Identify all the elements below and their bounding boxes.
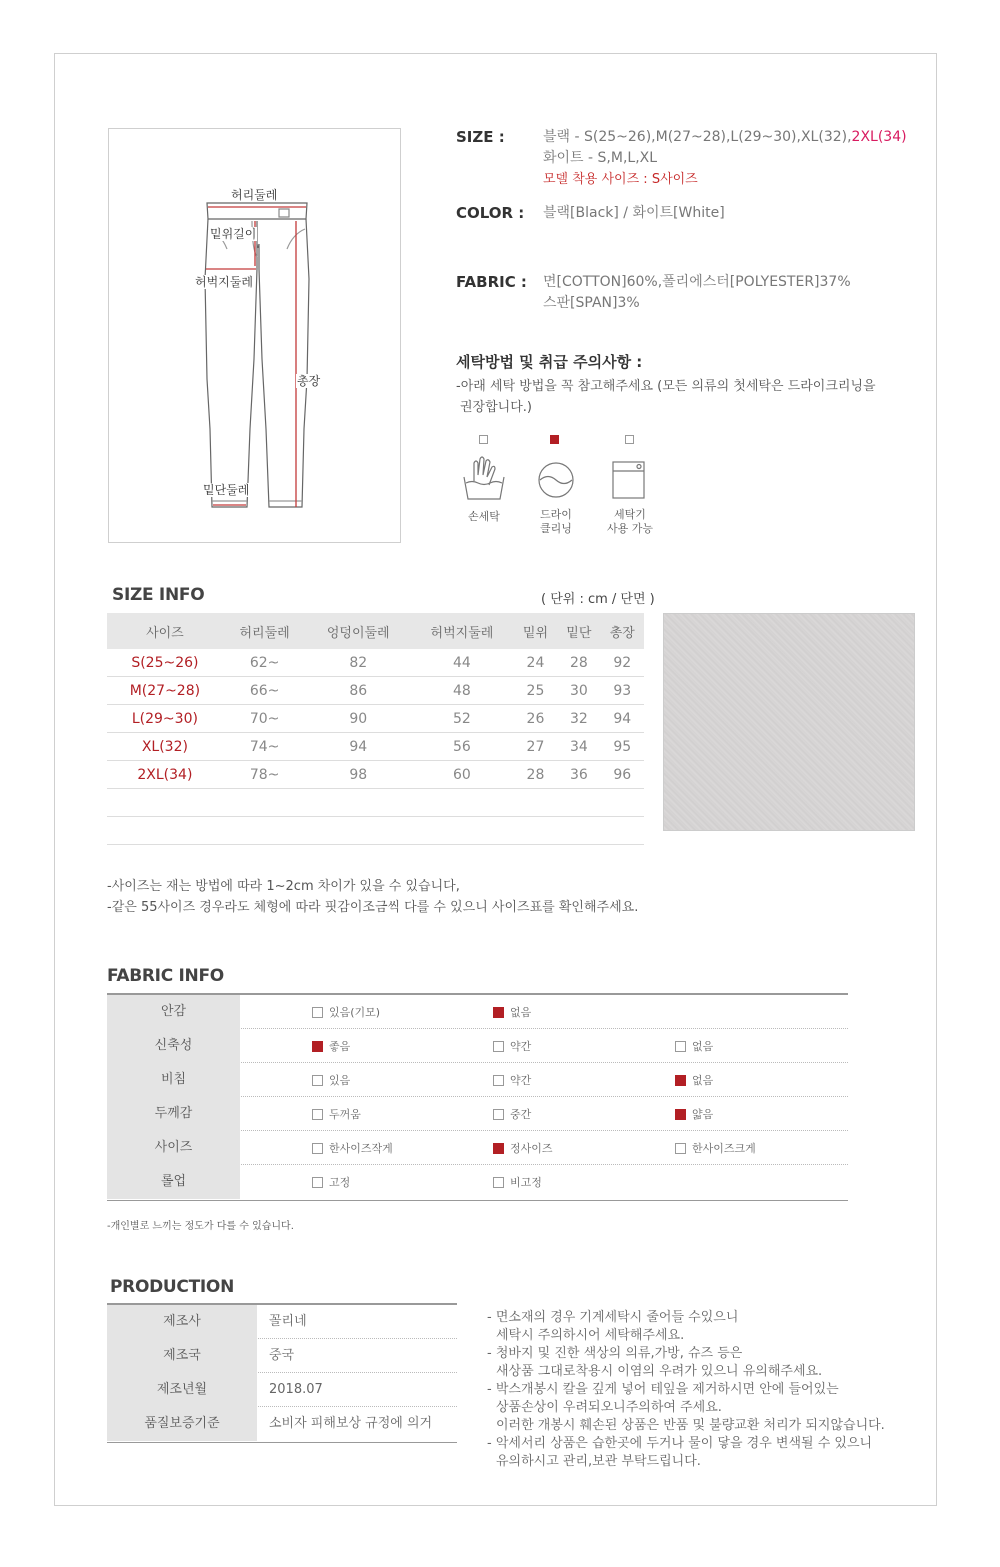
table-row — [107, 649, 644, 677]
care-desc-line-2: 권장합니다.) — [460, 400, 532, 415]
care-checkbox-dry-clean[interactable] — [550, 435, 559, 444]
size-info-title: SIZE INFO — [112, 585, 205, 605]
table-cell: 92 — [601, 649, 644, 677]
fabric-row-size — [107, 1131, 848, 1165]
production-row-date — [107, 1373, 457, 1407]
fabric-option-label: 약간 — [510, 1040, 532, 1053]
fabric-option[interactable] — [493, 1075, 531, 1086]
fabric-option[interactable] — [493, 1109, 531, 1120]
checkbox-checked-icon[interactable] — [493, 1143, 504, 1154]
color-value: 블랙[Black] / 화이트[White] — [543, 205, 725, 221]
size-table — [107, 613, 644, 845]
fabric-option[interactable] — [312, 1075, 350, 1086]
care-label-hand-wash — [462, 510, 506, 524]
checkbox-icon[interactable] — [493, 1109, 504, 1120]
fabric-option-label: 없음 — [692, 1074, 714, 1087]
table-cell: L(29~30) — [107, 705, 223, 733]
fabric-row-label: 안감 — [107, 995, 240, 1029]
checkbox-checked-icon[interactable] — [675, 1109, 686, 1120]
care-label-washing-machine-line-1: 세탁기 — [614, 508, 646, 521]
table-cell: 36 — [557, 761, 600, 789]
fabric-row-label: 비침 — [107, 1063, 240, 1097]
fabric-option-label: 없음 — [510, 1006, 532, 1019]
fabric-label: FABRIC : — [456, 273, 527, 291]
care-label-hand-wash-line-1: 손세탁 — [468, 510, 500, 523]
fabric-row-lining — [107, 995, 848, 1029]
table-cell: 48 — [410, 677, 514, 705]
fabric-line-1: 면[COTTON]60%,폴리에스터[POLYESTER]37% — [543, 274, 851, 290]
care-description — [456, 376, 886, 418]
production-row-warranty — [107, 1407, 457, 1441]
checkbox-icon[interactable] — [312, 1177, 323, 1188]
fabric-option-label: 얇음 — [692, 1108, 714, 1121]
fabric-row-sheerness — [107, 1063, 848, 1097]
production-row-value: 2018.07 — [269, 1382, 323, 1397]
fabric-option-label: 정사이즈 — [510, 1142, 553, 1155]
table-cell: 30 — [557, 677, 600, 705]
production-row-value: 꼴리네 — [269, 1314, 307, 1329]
fabric-option-label: 두꺼움 — [329, 1108, 361, 1121]
table-cell: S(25~26) — [107, 649, 223, 677]
table-cell: 82 — [306, 649, 410, 677]
fabric-option-label: 비고정 — [510, 1176, 542, 1189]
diagram-label-length: 총장 — [297, 374, 321, 388]
production-row-label: 제조국 — [107, 1339, 257, 1373]
table-cell: 24 — [514, 649, 557, 677]
size-notes — [107, 876, 638, 918]
fabric-row-label: 신축성 — [107, 1029, 240, 1063]
fabric-option[interactable] — [312, 1041, 350, 1052]
table-cell: 25 — [514, 677, 557, 705]
model-size: 모델 착용 사이즈 : S사이즈 — [543, 172, 698, 187]
color-label: COLOR : — [456, 204, 525, 222]
production-notes — [487, 1309, 885, 1471]
checkbox-checked-icon[interactable] — [675, 1075, 686, 1086]
table-cell: 93 — [601, 677, 644, 705]
checkbox-icon[interactable] — [312, 1075, 323, 1086]
size-header-hem: 밑단 — [557, 613, 600, 649]
production-note-line: - 면소재의 경우 기계세탁시 줄어들 수있으니 — [487, 1310, 739, 1325]
size-white-line: 화이트 - S,M,L,XL — [543, 150, 658, 166]
table-cell: 2XL(34) — [107, 761, 223, 789]
dry-clean-icon — [537, 461, 575, 499]
table-cell: 98 — [306, 761, 410, 789]
table-cell: 78~ — [223, 761, 307, 789]
fabric-option[interactable] — [493, 1041, 531, 1052]
table-cell: 62~ — [223, 649, 307, 677]
fabric-option[interactable] — [312, 1007, 380, 1018]
table-row — [107, 677, 644, 705]
production-note-line: 새상품 그대로착용시 이염의 우려가 있으니 유의해주세요. — [496, 1364, 823, 1379]
table-cell: 28 — [557, 649, 600, 677]
checkbox-icon[interactable] — [312, 1007, 323, 1018]
checkbox-icon[interactable] — [312, 1143, 323, 1154]
table-cell: 66~ — [223, 677, 307, 705]
diagram-label-hem: 밑단둘레 — [203, 483, 250, 497]
diagram-label-rise: 밑위길이 — [210, 227, 257, 241]
fabric-option-label: 있음 — [329, 1074, 351, 1087]
size-table-header — [107, 613, 644, 649]
table-cell: XL(32) — [107, 733, 223, 761]
table-cell: 94 — [306, 733, 410, 761]
production-note-line: 유의하시고 관리,보관 부탁드립니다. — [496, 1454, 701, 1469]
fabric-row-label: 롤업 — [107, 1165, 240, 1199]
production-row-label: 제조년월 — [107, 1373, 257, 1407]
fabric-option[interactable] — [675, 1143, 756, 1154]
table-cell: 86 — [306, 677, 410, 705]
size-header-length: 총장 — [601, 613, 644, 649]
table-cell: 95 — [601, 733, 644, 761]
size-header-size: 사이즈 — [107, 613, 223, 649]
fabric-row-elasticity — [107, 1029, 848, 1063]
fabric-option-label: 없음 — [692, 1040, 714, 1053]
checkbox-icon[interactable] — [675, 1143, 686, 1154]
fabric-option-label: 고정 — [329, 1176, 351, 1189]
table-cell: 96 — [601, 761, 644, 789]
size-header-waist: 허리둘레 — [223, 613, 307, 649]
production-note-line: 상품손상이 우려되오니주의하여 주세요. — [496, 1400, 722, 1415]
fabric-option-label: 있음(기모) — [329, 1006, 381, 1019]
fabric-option[interactable] — [312, 1143, 393, 1154]
table-row-empty — [107, 789, 644, 817]
table-row — [107, 761, 644, 789]
fabric-option[interactable] — [675, 1075, 713, 1086]
fabric-row-label: 두께감 — [107, 1097, 240, 1131]
production-row-value: 소비자 피해보상 규정에 의거 — [269, 1416, 433, 1431]
fabric-option[interactable] — [312, 1177, 350, 1188]
washing-machine-icon — [612, 461, 646, 499]
fabric-line-2: 스판[SPAN]3% — [543, 295, 640, 311]
size-black-text: 블랙 - S(25~26),M(27~28),L(29~30),XL(32), — [543, 129, 852, 145]
production-table-bottom-rule — [107, 1442, 457, 1443]
fabric-option[interactable] — [493, 1143, 553, 1154]
checkbox-icon[interactable] — [493, 1177, 504, 1188]
checkbox-icon[interactable] — [675, 1041, 686, 1052]
table-row — [107, 705, 644, 733]
table-cell: 32 — [557, 705, 600, 733]
care-label-dry-clean — [530, 508, 582, 536]
checkbox-icon[interactable] — [493, 1075, 504, 1086]
checkbox-icon[interactable] — [312, 1109, 323, 1120]
fabric-option-label: 좋음 — [329, 1040, 351, 1053]
size-header-rise: 밑위 — [514, 613, 557, 649]
production-note-line: - 악세서리 상품은 습한곳에 두거나 물이 닿을 경우 변색될 수 있으니 — [487, 1436, 873, 1451]
table-cell: 60 — [410, 761, 514, 789]
checkbox-checked-icon[interactable] — [493, 1007, 504, 1018]
table-cell: M(27~28) — [107, 677, 223, 705]
fabric-option[interactable] — [675, 1041, 713, 1052]
fabric-note: -개인별로 느끼는 정도가 다를 수 있습니다. — [107, 1221, 294, 1232]
care-desc-line-1: -아래 세탁 방법을 꼭 참고해주세요 (모든 의류의 첫세탁은 드라이크리닝을 — [456, 379, 876, 394]
size-label: SIZE : — [456, 128, 505, 146]
production-row-country — [107, 1339, 457, 1373]
table-cell: 26 — [514, 705, 557, 733]
size-header-thigh: 허벅지둘레 — [410, 613, 514, 649]
fabric-option-label: 한사이즈크게 — [692, 1142, 756, 1155]
table-cell: 94 — [601, 705, 644, 733]
fabric-option-label: 한사이즈작게 — [329, 1142, 393, 1155]
table-cell: 44 — [410, 649, 514, 677]
size-black-line — [543, 127, 907, 148]
fabric-option[interactable] — [675, 1109, 713, 1120]
fabric-table-bottom-rule — [107, 1200, 848, 1201]
hand-wash-icon — [462, 455, 506, 501]
table-row-empty — [107, 817, 644, 845]
table-cell: 70~ — [223, 705, 307, 733]
production-note-line: 이러한 개봉시 훼손된 상품은 반품 및 불량교환 처리가 되지않습니다. — [496, 1418, 885, 1433]
table-cell: 56 — [410, 733, 514, 761]
table-cell: 28 — [514, 761, 557, 789]
fabric-info-title: FABRIC INFO — [107, 966, 224, 986]
table-row — [107, 733, 644, 761]
care-title: 세탁방법 및 취급 주의사항 : — [456, 353, 643, 371]
pants-measurement-diagram — [108, 128, 401, 543]
production-note-line: - 박스개봉시 칼을 깊게 넣어 테잎을 제거하시면 안에 들어있는 — [487, 1382, 839, 1397]
care-checkbox-hand-wash[interactable] — [479, 435, 488, 444]
fabric-values — [543, 272, 851, 314]
diagram-label-thigh: 허벅지둘레 — [195, 275, 253, 289]
checkbox-icon[interactable] — [493, 1041, 504, 1052]
checkbox-checked-icon[interactable] — [312, 1041, 323, 1052]
diagram-label-waist: 허리둘레 — [231, 188, 278, 202]
size-black-highlight: 2XL(34) — [851, 129, 907, 145]
production-row-manufacturer — [107, 1305, 457, 1339]
care-checkbox-washing-machine[interactable] — [625, 435, 634, 444]
size-unit: ( 단위 : cm / 단면 ) — [541, 592, 655, 607]
fabric-row-rollup — [107, 1165, 848, 1199]
fabric-row-label: 사이즈 — [107, 1131, 240, 1165]
care-label-dry-clean-line-1: 드라이 — [540, 508, 572, 521]
fabric-swatch-image — [663, 613, 915, 831]
fabric-row-thickness — [107, 1097, 848, 1131]
fabric-option[interactable] — [312, 1109, 361, 1120]
size-values — [543, 127, 907, 190]
production-title: PRODUCTION — [110, 1277, 234, 1297]
production-row-value: 중국 — [269, 1348, 295, 1363]
production-row-label: 제조사 — [107, 1305, 257, 1339]
size-note-2: -같은 55사이즈 경우라도 체형에 따라 핏감이조금씩 다를 수 있으니 사이즈표를 확인해주세요. — [107, 900, 639, 915]
fabric-option[interactable] — [493, 1007, 531, 1018]
production-note-line: - 청바지 및 진한 색상의 의류,가방, 슈즈 등은 — [487, 1346, 743, 1361]
table-cell: 74~ — [223, 733, 307, 761]
fabric-option-label: 약간 — [510, 1074, 532, 1087]
production-note-line: 세탁시 주의하시어 세탁해주세요. — [496, 1328, 685, 1343]
table-cell: 52 — [410, 705, 514, 733]
care-label-dry-clean-line-2: 클리닝 — [540, 522, 572, 535]
production-row-label: 품질보증기준 — [107, 1407, 257, 1441]
care-label-washing-machine-line-2: 사용 가능 — [606, 522, 653, 535]
care-label-washing-machine — [600, 508, 660, 536]
table-cell: 90 — [306, 705, 410, 733]
table-cell: 27 — [514, 733, 557, 761]
table-cell: 34 — [557, 733, 600, 761]
fabric-option-label: 중간 — [510, 1108, 532, 1121]
size-note-1: -사이즈는 재는 방법에 따라 1~2cm 차이가 있을 수 있습니다, — [107, 879, 460, 894]
fabric-option[interactable] — [493, 1177, 542, 1188]
size-header-hip: 엉덩이둘레 — [306, 613, 410, 649]
